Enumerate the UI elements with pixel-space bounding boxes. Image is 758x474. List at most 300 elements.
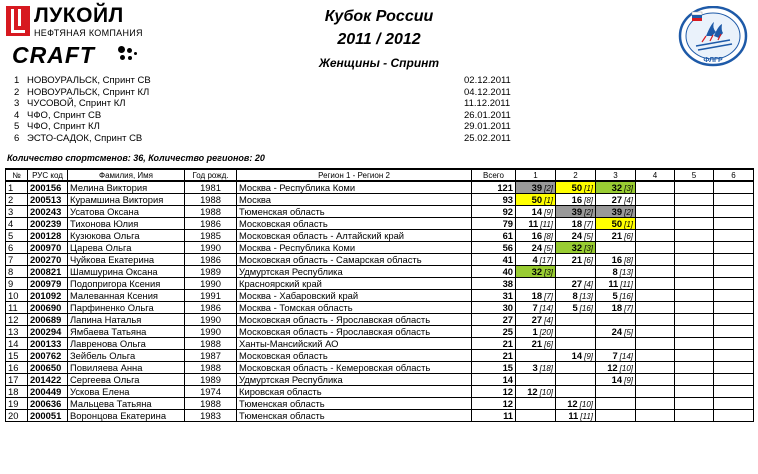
stage-points: 11	[568, 410, 579, 421]
cell-region: Красноярский край	[237, 278, 472, 290]
cell-stage-2	[556, 302, 596, 314]
cell-region: Московская область	[237, 350, 472, 362]
cell-num: 16	[6, 362, 28, 374]
cell-num: 6	[6, 242, 28, 254]
cell-stage-6	[714, 326, 754, 338]
stage-date: 04.12.2011	[464, 86, 511, 98]
table-row	[6, 254, 754, 266]
cell-name: Тихонова Юлия	[68, 218, 185, 230]
stage-item	[14, 133, 524, 145]
cell-stage-5	[675, 266, 714, 278]
cell-num: 15	[6, 350, 28, 362]
cell-region: Кировская область	[237, 386, 472, 398]
cell-num: 20	[6, 410, 28, 422]
cell-stage-1	[516, 314, 556, 326]
cell-stage-5	[675, 374, 714, 386]
stage-number: 4	[14, 109, 20, 121]
cell-stage-4	[636, 290, 675, 302]
cell-stage-6	[714, 386, 754, 398]
cell-stage-6	[714, 314, 754, 326]
cell-stage-5	[675, 278, 714, 290]
cell-stage-4	[636, 410, 675, 422]
cell-stage-1	[516, 290, 556, 302]
cell-year: 1988	[185, 206, 237, 218]
stage-place: [2]	[584, 208, 593, 217]
stage-date: 11.12.2011	[464, 98, 511, 109]
cell-name: Малеванная Ксения	[68, 290, 185, 302]
cell-num: 14	[6, 338, 28, 350]
cell-total: 14	[472, 374, 516, 386]
table-row	[6, 230, 754, 242]
cell-stage-1	[516, 242, 556, 254]
cell-stage-2	[556, 398, 596, 410]
stage-points: 24	[611, 326, 623, 337]
stage-place: [9]	[584, 352, 593, 361]
stage-place: [4]	[584, 280, 593, 289]
season-title: 2011 / 2012	[337, 31, 421, 48]
cell-region: Московская область - Ярославская область	[237, 326, 472, 338]
stage-place: [1]	[544, 196, 553, 205]
stage-points: 21	[571, 254, 583, 265]
col-stage-3: 3	[596, 169, 636, 181]
cell-stage-1	[516, 374, 556, 386]
cell-code: 200128	[28, 230, 68, 242]
cell-year: 1988	[185, 338, 237, 350]
cell-stage-6	[714, 398, 754, 410]
stage-place: [13]	[579, 292, 593, 301]
cell-code: 200636	[28, 398, 68, 410]
results-table	[5, 168, 754, 422]
cell-stage-6	[714, 410, 754, 422]
cell-stage-3	[596, 266, 636, 278]
cell-region: Москва - Хабаровский край	[237, 290, 472, 302]
cell-year: 1986	[185, 218, 237, 230]
cell-year: 1989	[185, 266, 237, 278]
cell-year: 1988	[185, 398, 237, 410]
cell-region: Тюменская область	[237, 398, 472, 410]
stage-points: 14	[531, 206, 543, 217]
stage-date: 25.02.2011	[464, 132, 511, 144]
stage-number: 2	[14, 86, 20, 98]
cell-name: Ускова Елена	[68, 386, 185, 398]
cell-stage-6	[714, 218, 754, 230]
stage-points: 4	[532, 254, 538, 265]
cell-stage-3	[596, 398, 636, 410]
stage-points: 50	[611, 218, 623, 229]
cell-num: 7	[6, 254, 28, 266]
table-row	[6, 398, 754, 410]
cell-stage-5	[675, 362, 714, 374]
cell-year: 1990	[185, 278, 237, 290]
cell-stage-6	[714, 362, 754, 374]
stage-number: 5	[14, 121, 20, 132]
stage-place: [7]	[584, 220, 593, 229]
cell-name: Курамшина Виктория	[68, 194, 185, 206]
table-row	[6, 326, 754, 338]
cell-stage-3	[596, 374, 636, 386]
cell-stage-5	[675, 410, 714, 422]
cell-total: 79	[472, 218, 516, 230]
stage-points: 16	[611, 254, 623, 265]
stage-points: 18	[611, 302, 623, 313]
stage-points: 24	[531, 242, 543, 253]
stage-points: 11	[528, 218, 539, 229]
stage-place: [10]	[579, 400, 593, 409]
cell-stage-3	[596, 362, 636, 374]
stage-points: 32	[611, 182, 623, 193]
stage-date: 26.01.2011	[464, 109, 511, 121]
cell-total: 27	[472, 314, 516, 326]
stage-place: [11]	[620, 280, 633, 289]
cell-code: 200979	[28, 278, 68, 290]
stage-place: [4]	[624, 196, 633, 205]
cell-stage-4	[636, 302, 675, 314]
stage-points: 8	[612, 266, 618, 277]
cell-region: Тюменская область	[237, 206, 472, 218]
cell-stage-1	[516, 362, 556, 374]
cell-total: 12	[472, 398, 516, 410]
stage-place: [10]	[619, 364, 633, 373]
cell-stage-2	[556, 326, 596, 338]
cell-stage-5	[675, 302, 714, 314]
cell-stage-3	[596, 242, 636, 254]
cell-year: 1986	[185, 302, 237, 314]
cell-num: 19	[6, 398, 28, 410]
stage-place: [1]	[584, 184, 593, 193]
stage-item	[14, 121, 524, 133]
stage-item	[14, 87, 524, 99]
cell-total: 11	[472, 410, 516, 422]
table-row	[6, 410, 754, 422]
cell-stage-6	[714, 338, 754, 350]
stage-place: [3]	[624, 184, 633, 193]
stage-points: 7	[612, 350, 618, 361]
stage-points: 16	[531, 230, 543, 241]
stage-points: 24	[571, 230, 583, 241]
cell-code: 200051	[28, 410, 68, 422]
col-region: Регион 1 - Регион 2	[237, 169, 472, 181]
cell-total: 61	[472, 230, 516, 242]
cell-region: Московская область	[237, 218, 472, 230]
stage-points: 50	[531, 194, 543, 205]
cell-code: 200821	[28, 266, 68, 278]
stage-place: [2]	[624, 208, 633, 217]
cell-stage-5	[675, 290, 714, 302]
cell-stage-1	[516, 218, 556, 230]
col-num: №	[6, 169, 28, 181]
stage-place: [2]	[544, 184, 553, 193]
cell-name: Лапина Наталья	[68, 314, 185, 326]
cell-total: 92	[472, 206, 516, 218]
stage-place: [20]	[539, 328, 553, 337]
cell-stage-2	[556, 386, 596, 398]
table-header-row	[6, 169, 754, 181]
cell-num: 10	[6, 290, 28, 302]
stage-place: [17]	[539, 256, 553, 265]
cell-code: 200690	[28, 302, 68, 314]
cell-stage-1	[516, 338, 556, 350]
cell-stage-6	[714, 181, 754, 194]
cell-stage-3	[596, 194, 636, 206]
cell-stage-5	[675, 218, 714, 230]
cell-name: Шамшурина Оксана	[68, 266, 185, 278]
cell-stage-5	[675, 338, 714, 350]
stage-points: 27	[571, 278, 583, 289]
stage-points: 18	[571, 218, 583, 229]
stage-points: 32	[571, 242, 583, 253]
stage-place: [9]	[544, 208, 553, 217]
cell-year: 1985	[185, 230, 237, 242]
stage-points: 12	[567, 398, 578, 409]
stage-place: [5]	[544, 244, 553, 253]
cell-name: Лавренова Ольга	[68, 338, 185, 350]
cell-region: Москва - Республика Коми	[237, 242, 472, 254]
table-row	[6, 266, 754, 278]
stage-place: [3]	[584, 244, 593, 253]
stage-points: 27	[611, 194, 623, 205]
stage-place: [6]	[584, 256, 593, 265]
stage-place: [3]	[544, 268, 553, 277]
stage-name: ЭСТО-САДОК, Спринт СВ	[27, 132, 143, 144]
cell-stage-4	[636, 230, 675, 242]
stage-item	[14, 98, 524, 110]
cell-year: 1990	[185, 314, 237, 326]
cell-year: 1983	[185, 410, 237, 422]
cell-stage-5	[675, 194, 714, 206]
cell-code: 200762	[28, 350, 68, 362]
cell-stage-6	[714, 266, 754, 278]
stage-points: 39	[571, 206, 583, 217]
cell-stage-1	[516, 302, 556, 314]
cell-stage-5	[675, 230, 714, 242]
stage-number: 1	[14, 75, 20, 86]
stage-place: [16]	[619, 292, 633, 301]
table-row	[6, 278, 754, 290]
cell-stage-6	[714, 230, 754, 242]
cell-stage-2	[556, 242, 596, 254]
stage-points: 12	[607, 362, 618, 373]
cell-year: 1987	[185, 350, 237, 362]
cell-stage-2	[556, 350, 596, 362]
stage-name: ЧУСОВОЙ, Спринт КЛ	[27, 98, 126, 109]
cell-stage-4	[636, 350, 675, 362]
cell-stage-6	[714, 290, 754, 302]
cell-region: Ханты-Мансийский АО	[237, 338, 472, 350]
cell-stage-3	[596, 350, 636, 362]
cell-name: Ямбаева Татьяна	[68, 326, 185, 338]
table-row	[6, 302, 754, 314]
cell-stage-1	[516, 326, 556, 338]
stage-item	[14, 75, 524, 87]
cell-num: 11	[6, 302, 28, 314]
col-name: Фамилия, Имя	[68, 169, 185, 181]
cell-stage-4	[636, 362, 675, 374]
cell-name: Чуйкова Екатерина	[68, 254, 185, 266]
cell-num: 17	[6, 374, 28, 386]
cell-total: 41	[472, 254, 516, 266]
cell-stage-2	[556, 230, 596, 242]
cell-stage-5	[675, 350, 714, 362]
cell-stage-1	[516, 278, 556, 290]
stage-place: [9]	[624, 376, 633, 385]
cell-num: 3	[6, 206, 28, 218]
stages-list	[14, 75, 524, 144]
cell-stage-4	[636, 398, 675, 410]
cell-stage-3	[596, 386, 636, 398]
cell-code: 200133	[28, 338, 68, 350]
col-stage-6: 6	[714, 169, 754, 181]
stage-place: [14]	[619, 352, 633, 361]
cell-total: 31	[472, 290, 516, 302]
stage-place: [1]	[624, 220, 633, 229]
cell-stage-2	[556, 278, 596, 290]
stage-place: [7]	[544, 292, 553, 301]
cell-stage-6	[714, 374, 754, 386]
cell-total: 40	[472, 266, 516, 278]
cell-stage-3	[596, 338, 636, 350]
stage-points: 27	[531, 314, 543, 325]
cell-stage-2	[556, 194, 596, 206]
stage-place: [4]	[544, 316, 553, 325]
stage-date: 02.12.2011	[464, 75, 511, 86]
cell-code: 201422	[28, 374, 68, 386]
category-title: Женщины - Спринт	[318, 56, 440, 70]
cell-region: Москва - Томская область	[237, 302, 472, 314]
cell-stage-2	[556, 181, 596, 194]
cell-num: 5	[6, 230, 28, 242]
cell-stage-1	[516, 350, 556, 362]
cell-stage-4	[636, 374, 675, 386]
table-row	[6, 362, 754, 374]
cell-stage-3	[596, 326, 636, 338]
craft-logo: CRAFT	[12, 42, 95, 68]
cell-stage-5	[675, 206, 714, 218]
cell-code: 201092	[28, 290, 68, 302]
cell-stage-5	[675, 314, 714, 326]
cell-stage-1	[516, 410, 556, 422]
table-row	[6, 386, 754, 398]
cell-region: Москва - Республика Коми	[237, 181, 472, 194]
stage-points: 12	[527, 386, 538, 397]
cell-region: Московская область - Алтайский край	[237, 230, 472, 242]
cell-stage-1	[516, 386, 556, 398]
cell-region: Московская область - Кемеровская область	[237, 362, 472, 374]
cell-stage-1	[516, 230, 556, 242]
cell-stage-6	[714, 206, 754, 218]
cell-name: Воронцова Екатерина	[68, 410, 185, 422]
cell-name: Зейбель Ольга	[68, 350, 185, 362]
stage-points: 50	[571, 182, 583, 193]
cell-stage-3	[596, 218, 636, 230]
stage-name: ЧФО, Спринт КЛ	[27, 121, 100, 132]
cell-stage-6	[714, 194, 754, 206]
cell-total: 30	[472, 302, 516, 314]
cell-year: 1989	[185, 374, 237, 386]
cell-stage-3	[596, 290, 636, 302]
cell-num: 8	[6, 266, 28, 278]
cell-code: 200689	[28, 314, 68, 326]
stage-place: [8]	[544, 232, 553, 241]
cell-stage-2	[556, 266, 596, 278]
stage-name: НОВОУРАЛЬСК, Спринт СВ	[27, 75, 151, 86]
cell-year: 1991	[185, 290, 237, 302]
cell-year: 1990	[185, 326, 237, 338]
cell-name: Кузюкова Ольга	[68, 230, 185, 242]
stage-place: [11]	[540, 220, 553, 229]
cell-stage-2	[556, 254, 596, 266]
cell-total: 21	[472, 350, 516, 362]
cell-total: 25	[472, 326, 516, 338]
stage-place: [8]	[624, 256, 633, 265]
cell-num: 13	[6, 326, 28, 338]
cell-code: 200239	[28, 218, 68, 230]
stage-points: 14	[571, 350, 583, 361]
cell-stage-4	[636, 242, 675, 254]
cell-total: 56	[472, 242, 516, 254]
cell-code: 200970	[28, 242, 68, 254]
stage-points: 14	[611, 374, 623, 385]
cell-stage-4	[636, 314, 675, 326]
stage-points: 39	[531, 182, 543, 193]
cell-year: 1974	[185, 386, 237, 398]
cell-region: Московская область - Ярославская область	[237, 314, 472, 326]
stage-place: [14]	[539, 304, 553, 313]
cell-stage-1	[516, 266, 556, 278]
cell-name: Сергеева Ольга	[68, 374, 185, 386]
cell-name: Царева Ольга	[68, 242, 185, 254]
cell-stage-3	[596, 410, 636, 422]
cell-stage-5	[675, 254, 714, 266]
cell-code: 200650	[28, 362, 68, 374]
cell-stage-5	[675, 181, 714, 194]
col-stage-2: 2	[556, 169, 596, 181]
col-total: Всего	[472, 169, 516, 181]
col-stage-4: 4	[636, 169, 675, 181]
cell-stage-6	[714, 278, 754, 290]
cell-total: 38	[472, 278, 516, 290]
cell-code: 200243	[28, 206, 68, 218]
cell-num: 9	[6, 278, 28, 290]
cell-stage-4	[636, 181, 675, 194]
cell-stage-3	[596, 230, 636, 242]
cell-stage-5	[675, 386, 714, 398]
cell-stage-2	[556, 410, 596, 422]
stage-number: 6	[14, 132, 20, 144]
cell-name: Мелина Виктория	[68, 181, 185, 194]
stage-place: [13]	[619, 268, 633, 277]
stage-points: 7	[532, 302, 538, 313]
cell-stage-2	[556, 314, 596, 326]
cell-code: 200513	[28, 194, 68, 206]
stage-place: [18]	[539, 364, 553, 373]
cell-stage-4	[636, 278, 675, 290]
stage-points: 1	[532, 326, 538, 337]
cell-stage-6	[714, 350, 754, 362]
table-row	[6, 350, 754, 362]
stage-points: 39	[611, 206, 623, 217]
cell-stage-1	[516, 206, 556, 218]
stage-place: [5]	[624, 328, 633, 337]
cell-stage-2	[556, 338, 596, 350]
table-row	[6, 218, 754, 230]
cell-num: 18	[6, 386, 28, 398]
cell-num: 12	[6, 314, 28, 326]
col-code: РУС код	[28, 169, 68, 181]
stage-points: 5	[572, 302, 578, 313]
cell-stage-4	[636, 386, 675, 398]
stage-date: 29.01.2011	[464, 121, 511, 132]
table-row	[6, 242, 754, 254]
